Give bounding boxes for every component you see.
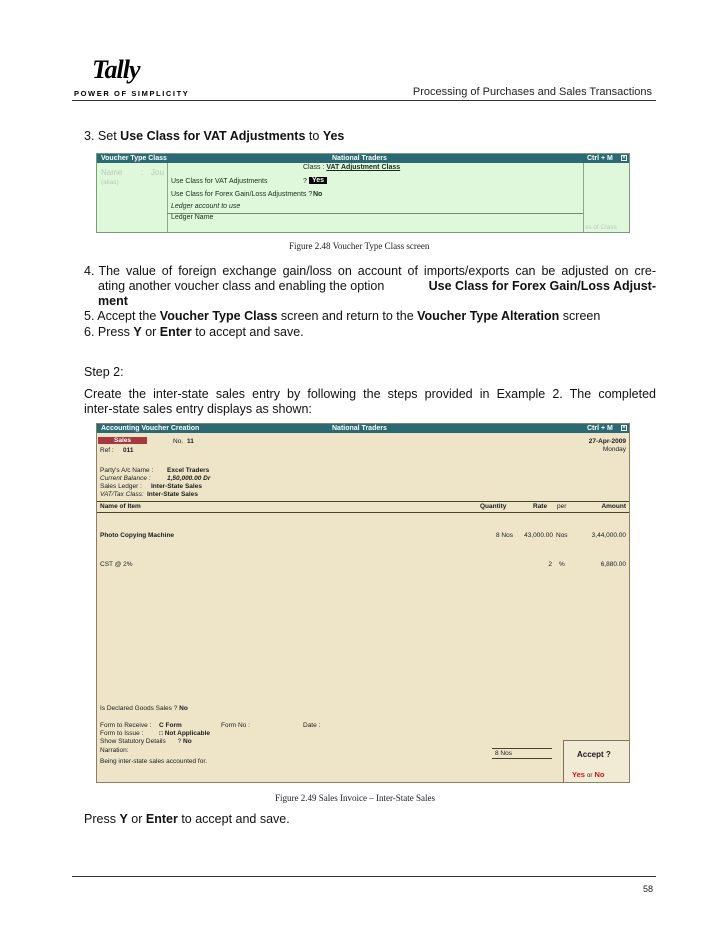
accept-yes-button[interactable]: Yes (572, 770, 585, 779)
item-qty[interactable]: 8 Nos (496, 532, 513, 539)
item-per: Nos (556, 532, 568, 539)
ghost-alias: (alias) (101, 179, 119, 186)
ref-field[interactable]: 011 (123, 447, 134, 454)
step2-line2: inter-state sales entry displays as shown: (84, 402, 312, 416)
ledger-name-header: Ledger Name (171, 214, 214, 221)
accept-no-button[interactable]: No (594, 770, 605, 779)
sales-ledger-field[interactable]: Inter-State Sales (151, 483, 202, 490)
col-header-rate: Rate (533, 503, 548, 510)
party-field[interactable]: Excel Traders (167, 467, 210, 474)
accept-title: Accept ? (577, 750, 611, 759)
ghost-name-label: Name (101, 168, 123, 177)
accept-options: Yes or No (572, 770, 605, 779)
final-instruction: Press Y or Enter to accept and save. (84, 812, 290, 826)
step-3: 3. Set Use Class for VAT Adjustments to Yes (84, 129, 345, 143)
voucher-no-value: 11 (187, 438, 194, 445)
header-rule (72, 100, 656, 101)
vat-adjustments-q: ? (303, 178, 307, 185)
ledger-use-label: Ledger account to use (171, 203, 241, 210)
ghost-name-value: Jou (151, 168, 164, 177)
form-receive-label: Form to Receive : (100, 722, 152, 729)
close-icon[interactable]: × (622, 155, 626, 161)
voucher-no-label: No. (173, 438, 184, 445)
divider (492, 758, 552, 759)
col-header-per: per (557, 503, 567, 510)
party-label: Party's A/c Name : (100, 467, 154, 474)
col-header-item: Name of Item (100, 503, 141, 510)
step-4: 4. The value of foreign exchange gain/loss on account of imports/exports can be adjusted on cre- ating another voucher class and enabling the option Use Class for Forex Gain/Loss Adjust- ment (84, 264, 656, 308)
vat-class-field[interactable]: Inter-State Sales (147, 491, 198, 498)
chapter-title: Processing of Purchases and Sales Transactions (412, 86, 652, 98)
accept-dialog (563, 740, 630, 783)
class-header: Class : VAT Adjustment Class (303, 164, 401, 171)
vat-adjustments-label: Use Class for VAT Adjustments (171, 178, 268, 185)
item-amount[interactable]: 3,44,000.00 (591, 532, 626, 539)
close-icon[interactable]: × (622, 425, 626, 431)
figure-caption: Figure 2.49 Sales Invoice – Inter-State Sales (275, 793, 436, 803)
col-header-amount: Amount (601, 503, 626, 510)
logo-tagline: POWER OF SIMPLICITY (74, 89, 190, 98)
tax-per: % (559, 561, 565, 568)
figure-caption: Figure 2.48 Voucher Type Class screen (289, 241, 430, 251)
step2-heading: Step 2: (84, 365, 124, 379)
step-6: 6. Press Y or Enter to accept and save. (84, 325, 304, 339)
form-issue-label: Form to Issue : (100, 730, 144, 737)
divider (492, 748, 552, 749)
vat-adjustments-field[interactable]: Yes (309, 177, 327, 184)
show-statutory-field[interactable]: No (183, 738, 192, 745)
tax-ledger-name[interactable]: CST @ 2% (100, 561, 133, 568)
item-rate[interactable]: 43,000.00 (524, 532, 553, 539)
voucher-day: Monday (602, 446, 626, 453)
step2-line1: Create the inter-state sales entry by following the steps provided in Example 2. The completed (84, 387, 656, 401)
item-name[interactable]: Photo Copying Machine (100, 532, 175, 539)
show-statutory-row: Show Statutory Details ? No (100, 738, 192, 745)
step-5: 5. Accept the Voucher Type Class screen and return to the Voucher Type Alteration screen (84, 309, 601, 323)
narration-label: Narration: (100, 747, 129, 754)
form-no-label: Form No : (221, 722, 250, 729)
col-header-qty: Quantity (480, 503, 507, 510)
forex-label: Use Class for Forex Gain/Loss Adjustments ? (171, 191, 313, 198)
screen-titlebar: Voucher Type Class National Traders Ctrl + M × (97, 154, 629, 163)
total-qty: 8 Nos (495, 750, 512, 757)
declared-goods-field[interactable]: No (179, 705, 188, 712)
footer-rule (72, 876, 656, 877)
divider (583, 163, 584, 233)
voucher-type-class-screen (96, 153, 630, 233)
tally-logo: Tally (92, 55, 140, 84)
form-receive-field[interactable]: C Form (159, 722, 182, 729)
tax-amount[interactable]: 6,880.00 (600, 561, 626, 568)
form-issue-field[interactable]: □ Not Applicable (159, 730, 210, 737)
ghost-class-label: ss of Class (585, 224, 617, 231)
divider (97, 512, 630, 513)
divider (97, 501, 630, 502)
voucher-date[interactable]: 27-Apr-2009 (588, 438, 626, 445)
declared-goods-row: Is Declared Goods Sales ? No (100, 705, 188, 712)
divider (167, 213, 583, 214)
narration-field[interactable]: Being inter-state sales accounted for. (100, 758, 207, 765)
divider (167, 163, 168, 233)
balance-label: Current Balance : (100, 475, 151, 482)
ref-label: Ref : (100, 447, 114, 454)
sales-ledger-label: Sales Ledger : (100, 483, 142, 490)
form-date-label: Date : (303, 722, 321, 729)
balance-value: 1,50,000.00 Dr (167, 475, 211, 482)
accounting-voucher-screen (96, 423, 630, 783)
voucher-type-tag: Sales (98, 437, 147, 444)
page-number: 58 (642, 884, 653, 894)
tax-rate[interactable]: 2 (548, 561, 552, 568)
forex-field[interactable]: No (313, 191, 323, 198)
vat-class-label: VAT/Tax Class: (100, 491, 144, 498)
screen-titlebar: Accounting Voucher Creation National Traders Ctrl + M × (97, 424, 629, 433)
ghost-separator: : (141, 168, 144, 177)
